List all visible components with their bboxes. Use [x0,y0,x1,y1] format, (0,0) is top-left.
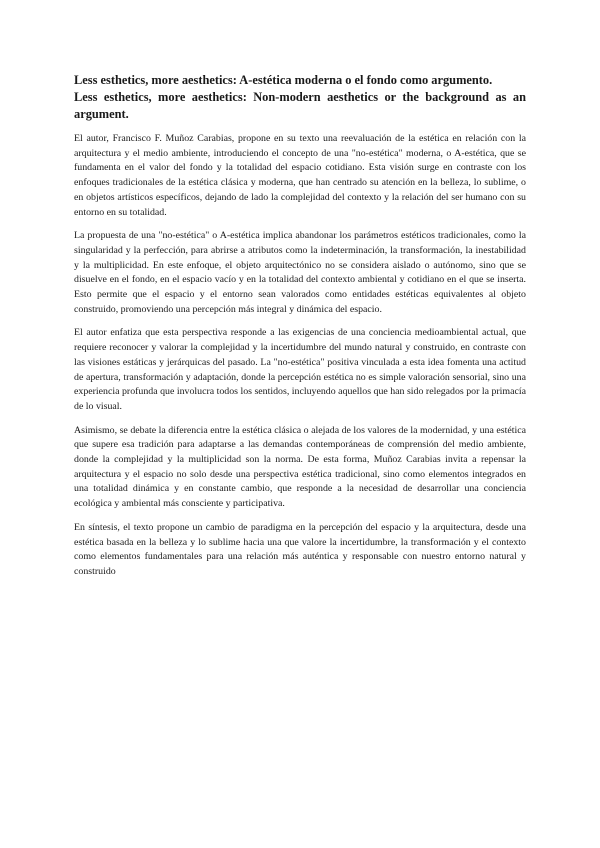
paragraph-3: El autor enfatiza que esta perspectiva responde a las exigencias de una conciencia medioambiental actual, que requiere reconocer y valorar la complejidad y la incertidumbre del mundo natural y construido, en contraste con las visiones estáticas y jerárquicas del pasado. La "no-estética" positiva vinculada a esta idea fomenta una actitud de apertura, transformación y adaptación, donde la percepción estética no es simple valoración sensorial, sino una experiencia profunda que involucra todos los sentidos, incluyendo aquellos que han sido relegados por la primacía de lo visual. [74,327,526,412]
document-page [74,72,526,589]
paragraph-2: La propuesta de una "no-estética" o A-estética implica abandonar los parámetros estéticos tradicionales, como la singularidad y la perfección, para abrirse a atributos como la indeterminación, la transformación, la inestabilidad y la multiplicidad. En este enfoque, el objeto arquitectónico no se considera aislado o autónomo, sino que se disuelve en el fondo, en el espacio vacío y en la totalidad del contexto ambiental y cotidiano en el que se inserta. Esto permite que el espacio y el entorno sean valorados como entidades estéticas equivalentes al objeto construido, promoviendo una percepción más integral y dinámica del espacio. [74,230,526,315]
title-english: Less esthetics, more aesthetics: Non-modern aesthetics or the background as an argument. [74,90,526,121]
paragraph-5: En síntesis, el texto propone un cambio de paradigma en la percepción del espacio y la arquitectura, desde una estética basada en la belleza y lo sublime hacia una que valore la incertidumbre, la transformación y el contexto como elementos fundamentales para una relación más auténtica y responsable con nuestro entorno natural y construido [74,521,526,577]
paragraph-4: Asimismo, se debate la diferencia entre la estética clásica o alejada de los valores de la modernidad, y una estética que supere esa tradición para adaptarse a las demandas contemporáneas de comprensión del medio ambiente, donde la complejidad y la multiplicidad son la norma. De esta forma, Muñoz Carabias invita a repensar la arquitectura y el espacio no solo desde una perspectiva estética tradicional, sino como elementos integrados en una totalidad dinámica y en constante cambio, que responde a la necesidad de desarrollar una conciencia ecológica y ambiental más consciente y participativa. [74,424,526,510]
paragraph-1: El autor, Francisco F. Muñoz Carabias, propone en su texto una reevaluación de la estética en relación con la arquitectura y el medio ambiente, introduciendo el concepto de una "no-estética" moderna, o A-estética, que se fundamenta en el valor del fondo y la totalidad del espacio cotidiano. Esta visión surge en contraste con los enfoques tradicionales de la estética clásica y moderna, que han centrado su atención en la belleza, lo sublime, o en objetos artísticos específicos, dejando de lado la complejidad del contexto y la relación del ser humano con su entorno en su totalidad. [74,133,526,218]
title-spanish: Less esthetics, more aesthetics: A-estética moderna o el fondo como argumento. [74,73,493,87]
